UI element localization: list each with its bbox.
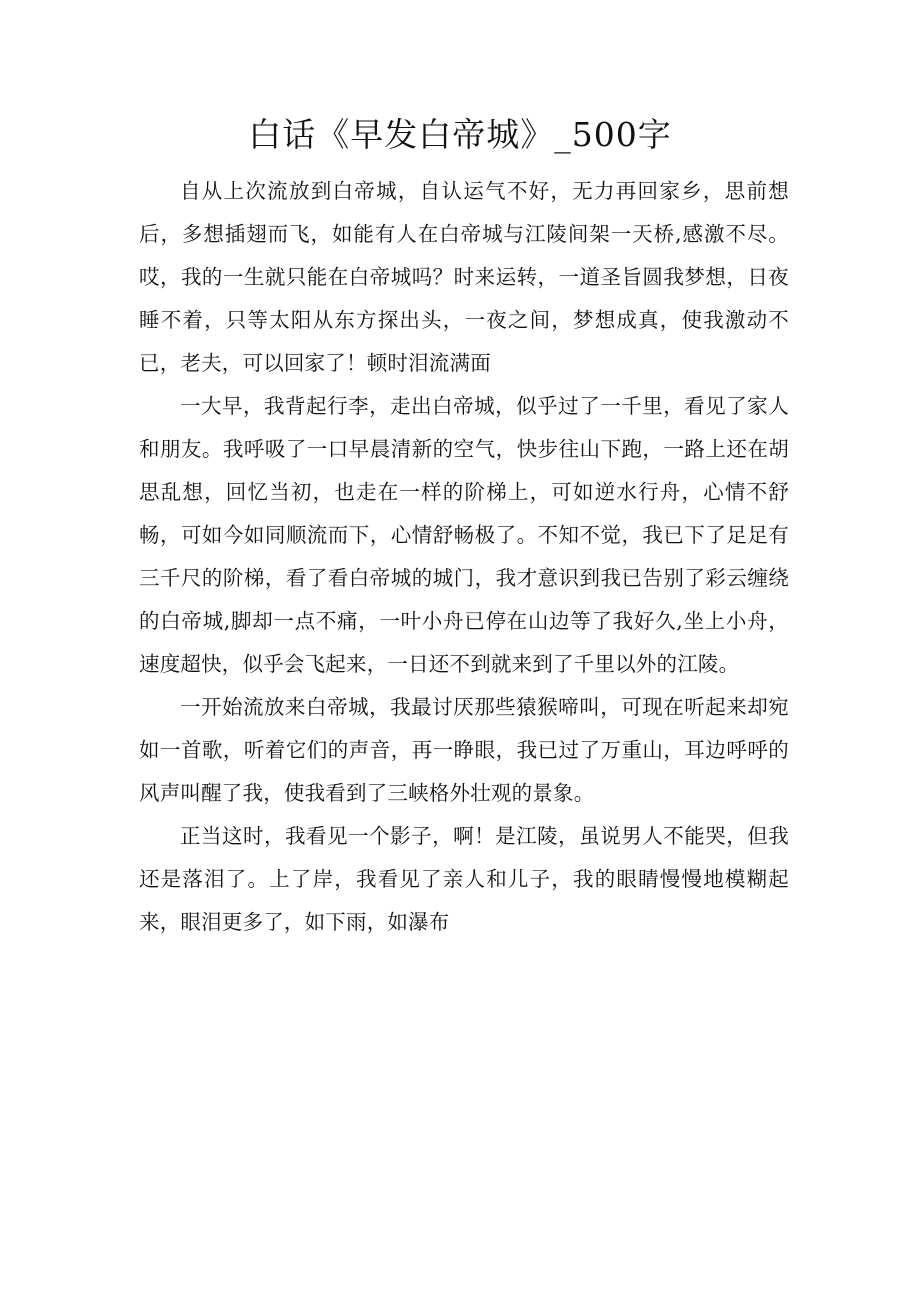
paragraph: 自从上次流放到白帝城，自认运气不好，无力再回家乡，思前想后，多想插翅而飞，如能有人在白帝城与江陵间架一天桥,感激不尽。哎，我的一生就只能在白帝城吗？时来运转，一道圣旨圆我梦想，日夜睡不着，只等太阳从东方探出头，一夜之间，梦想成真，使我激动不已，老夫，可以回家了！顿时泪流满面	[139, 179, 789, 375]
paragraph: 一开始流放来白帝城，我最讨厌那些猿猴啼叫，可现在听起来却宛如一首歌，听着它们的声音，再一睁眼，我已过了万重山，耳边呼呼的风声叫醒了我，使我看到了三峡格外壮观的景象。	[139, 695, 789, 805]
paragraph: 正当这时，我看见一个影子，啊！是江陵，虽说男人不能哭，但我还是落泪了。上了岸，我看见了亲人和儿子，我的眼睛慢慢地模糊起来，眼泪更多了，如下雨，如瀑布	[139, 824, 789, 934]
paragraph: 一大早，我背起行李，走出白帝城，似乎过了一千里，看见了家人和朋友。我呼吸了一口早晨清新的空气，快步往山下跑，一路上还在胡思乱想，回忆当初，也走在一样的阶梯上，可如逆水行舟，心情不舒畅，可如今如同顺流而下，心情舒畅极了。不知不觉，我已下了足足有三千尺的阶梯，看了看白帝城的城门，我才意识到我已告别了彩云缠绕的白帝城,脚却一点不痛，一叶小舟已停在山边等了我好久,坐上小舟，速度超快，似乎会飞起来，一日还不到就来到了千里以外的江陵。	[139, 394, 789, 676]
document-body	[139, 170, 789, 944]
document-title: 白话《早发白帝城》_500字	[248, 115, 672, 154]
